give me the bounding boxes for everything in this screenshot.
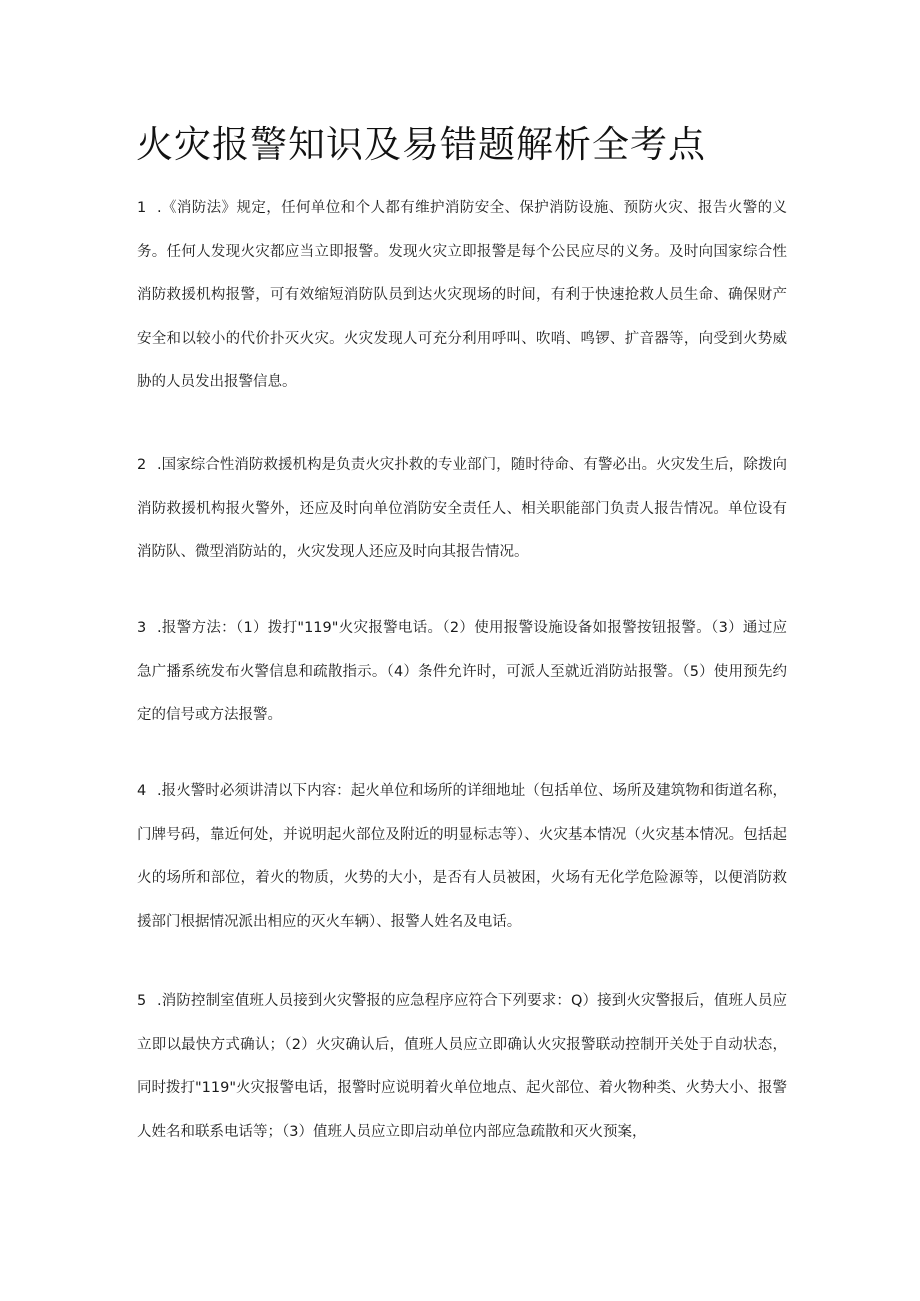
paragraph-2 <box>137 444 787 575</box>
paragraph-text: .报警方法：（1）拨打"119"火灾报警电话。（2）使用报警设施设备如报警按钮报警。（3）通过应急广播系统发布火警信息和疏散指示。（4）条件允许时，可派人至就近消防站报警。（5）使用预先约定的信号或方法报警。 <box>137 620 787 723</box>
paragraph-number: 1 <box>137 200 147 216</box>
paragraph-number: 3 <box>137 620 147 636</box>
document-title: 火灾报警知识及易错题解析全考点 <box>136 123 706 166</box>
paragraph-number: 2 <box>137 457 147 473</box>
paragraph-4 <box>137 770 787 944</box>
paragraph-3 <box>137 607 787 738</box>
paragraph-text: .国家综合性消防救援机构是负责火灾扑救的专业部门，随时待命、有警必出。火灾发生后，除拨向消防救援机构报火警外，还应及时向单位消防安全责任人、相关职能部门负责人报告情况。单位设有消防队、微型消防站的，火灾发现人还应及时向其报告情况。 <box>137 457 787 560</box>
paragraph-5 <box>137 980 787 1154</box>
paragraph-text: .《消防法》规定，任何单位和个人都有维护消防安全、保护消防设施、预防火灾、报告火警的义务。任何人发现火灾都应当立即报警。发现火灾立即报警是每个公民应尽的义务。及时向国家综合性消防救援机构报警，可有效缩短消防队员到达火灾现场的时间，有利于快速抢救人员生命、确保财产安全和以较小的代价扑灭火灾。火灾发现人可充分利用呼叫、吹哨、鸣锣、扩音器等，向受到火势威胁的人员发出报警信息。 <box>137 200 787 390</box>
paragraph-text: .报火警时必须讲清以下内容：起火单位和场所的详细地址（包括单位、场所及建筑物和街道名称，门牌号码，靠近何处，并说明起火部位及附近的明显标志等）、火灾基本情况（火灾基本情况。包括起火的场所和部位，着火的物质，火势的大小，是否有人员被困，火场有无化学危险源等，以便消防救援部门根据情况派出相应的灭火车辆）、报警人姓名及电话。 <box>137 783 787 930</box>
paragraph-1 <box>137 187 787 405</box>
paragraph-text: .消防控制室值班人员接到火灾警报的应急程序应符合下列要求：Q）接到火灾警报后，值班人员应立即以最快方式确认；（2）火灾确认后，值班人员应立即确认火灾报警联动控制开关处于自动状态，同时拨打"119"火灾报警电话，报警时应说明着火单位地点、起火部位、着火物种类、火势大小、报警人姓名和联系电话等；（3）值班人员应立即启动单位内部应急疏散和灭火预案， <box>137 993 788 1140</box>
paragraph-number: 5 <box>137 993 147 1009</box>
paragraph-number: 4 <box>137 783 147 799</box>
